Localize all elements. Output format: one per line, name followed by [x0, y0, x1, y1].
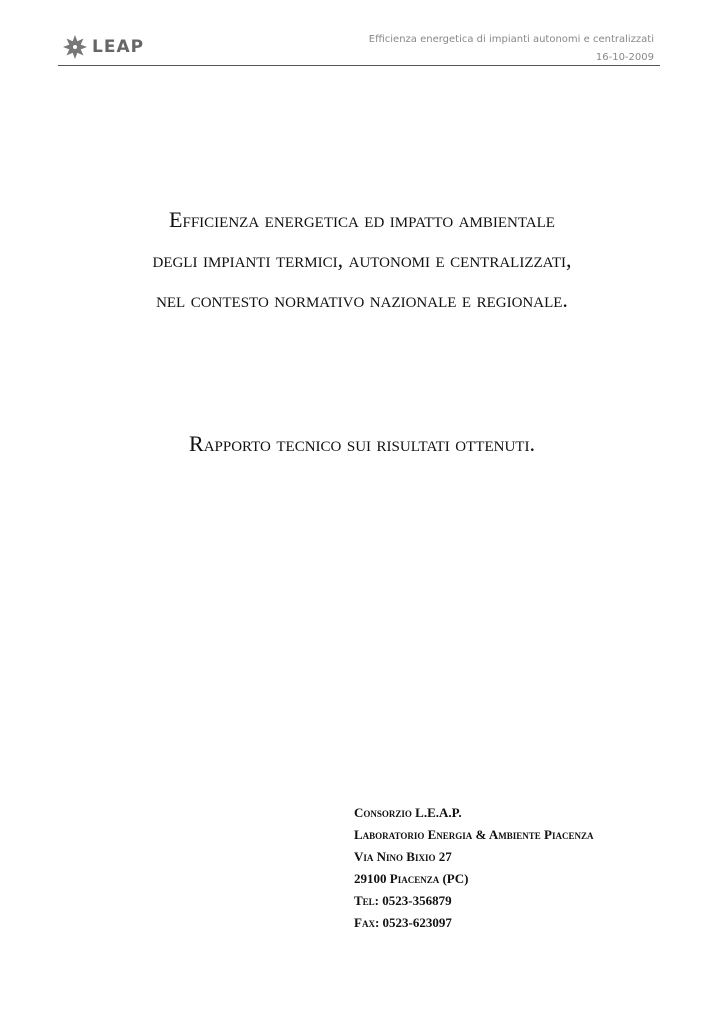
contact-phone: Tel: 0523-356879	[354, 893, 452, 908]
leap-logo	[62, 32, 144, 62]
contact-block	[354, 802, 593, 934]
turbine-logo-icon	[62, 34, 88, 60]
title-line: Efficienza energetica ed impatto ambientale	[169, 207, 555, 232]
document-subtitle: Rapporto tecnico sui risultati ottenuti.	[189, 431, 535, 456]
contact-address: Via Nino Bixio 27	[354, 849, 452, 864]
title-line: nel contesto normativo nazionale e regionale.	[156, 287, 568, 312]
contact-organization: Consorzio L.E.A.P.	[354, 805, 462, 820]
header-date: 16-10-2009	[595, 52, 654, 63]
logo-text: LEAP	[92, 37, 145, 57]
contact-city: 29100 Piacenza (PC)	[354, 871, 469, 886]
contact-laboratory: Laboratorio Energia & Ambiente Piacenza	[354, 827, 594, 842]
title-line: degli impianti termici, autonomi e centralizzati,	[152, 247, 572, 272]
header-divider	[58, 65, 660, 66]
contact-fax: Fax: 0523-623097	[354, 915, 452, 930]
document-title	[40, 200, 684, 320]
header-doc-title: Efficienza energetica di impianti autonomi e centralizzati	[368, 34, 654, 45]
page-header	[58, 30, 660, 68]
